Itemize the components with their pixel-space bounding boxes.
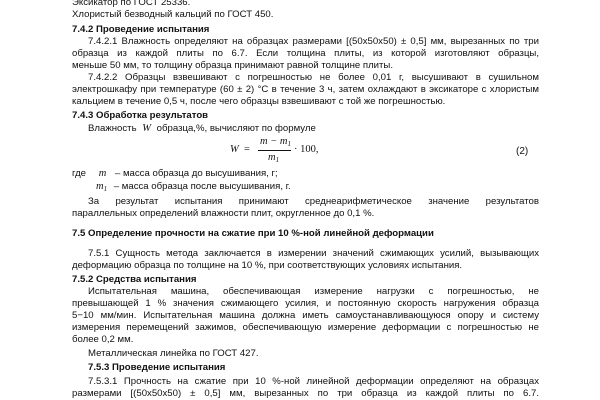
equation-number: (2) (516, 146, 529, 157)
where-symbol-m1-sub: 1 (103, 185, 108, 193)
text-line-moisture-formula-intro (88, 123, 316, 135)
text-line-calcium-chloride: Хлористый безводный кальций по ГОСТ 450. (72, 9, 274, 20)
text-line-7-5-2-d: измерения перемещений зажимов, обеспечивающую измерение деформации с погрешностью не (72, 322, 539, 333)
text-line-result-b: параллельных определений влажности плит, округленное до 0,1 %. (72, 208, 375, 219)
text-line-7-4-2-1-a: 7.4.2.1 Влажность определяют на образцах размерами [(50x50x50) ± 0,5] мм, вырезанных по три (88, 36, 539, 47)
text-line-7-4-2-2-b: электрошкафу при температуре (60 ± 2) °С в течение 3 ч, затем охлаждают в эксикаторе с хлористым (72, 84, 539, 95)
formula-denominator (268, 152, 279, 164)
where-line-m1 (96, 181, 291, 195)
formula-equals: = (244, 144, 250, 155)
moisture-formula-text: образца,%, вычисляют по формуле (156, 123, 316, 134)
where-m1-description: – масса образца после высушивания, г. (113, 181, 291, 192)
text-line-ruler: Металлическая линейка по ГОСТ 427. (88, 348, 259, 359)
moisture-label: Влажность (88, 123, 137, 134)
where-line-m (72, 168, 278, 180)
where-symbol-m: m (98, 168, 107, 179)
heading-7-5-2: 7.5.2 Средства испытания (72, 274, 197, 285)
where-symbol-m1 (96, 181, 107, 192)
text-line-desiccator: Эксикатор по ГОСТ 25336. (72, 0, 191, 8)
text-line-7-5-3-1-b: размерами [(50x50x50) ± 0,5] мм, вырезанных по три образца из каждой плиты по 6.7. (72, 388, 539, 399)
formula-denominator-text: m (268, 152, 276, 163)
text-line-7-5-2-a: Испытательная машина, обеспечивающая измерение нагрузки с погрешностью, не (88, 286, 539, 297)
formula-numerator-text: m − m (260, 136, 288, 147)
text-line-7-4-2-1-c: меньше 50 мм, то толщину образца принимают равной толщине плиты. (72, 60, 393, 71)
formula-denominator-sub: 1 (275, 156, 280, 164)
formula-numerator (260, 136, 291, 148)
where-word: где (72, 168, 87, 179)
formula-fraction-bar (258, 150, 291, 151)
text-line-7-5-1-b: деформацию образца по толщине на 10 %, при соответствующих условиях испытания. (72, 260, 463, 271)
where-symbol-m1-text: m (96, 181, 104, 192)
text-line-7-4-2-2-a: 7.4.2.2 Образцы взвешивают с погрешностью не более 0,01 г, высушивают в сушильном (88, 72, 539, 83)
where-m-description: – масса образца до высушивания, г; (114, 168, 278, 179)
heading-7-4-2: 7.4.2 Проведение испытания (72, 24, 210, 35)
heading-7-4-3: 7.4.3 Обработка результатов (72, 110, 209, 121)
text-line-7-4-2-1-b: образца из каждой плиты по 6.7. Если толщина плиты, из которой изготовляют образцы, (72, 48, 539, 59)
text-line-7-5-2-c: 5−10 мм/мин. Испытательная машина должна иметь самоустанавливающуюся опору и систему (72, 310, 539, 321)
formula-numerator-sub: 1 (287, 140, 292, 148)
moisture-symbol: W (142, 123, 151, 134)
text-line-7-4-2-2-c: кальцием в течение 0,5 ч, после чего образцы взвешивают с той же погрешностью. (72, 96, 446, 107)
text-line-7-5-3-1-a: 7.5.3.1 Прочность на сжатие при 10 %-ной линейной деформации определяют на образцах (88, 376, 539, 387)
heading-7-5-3: 7.5.3 Проведение испытания (88, 362, 226, 373)
heading-7-5: 7.5 Определение прочности на сжатие при 10 %-ной линейной деформации (72, 228, 434, 239)
text-line-7-5-2-b: превышающей 1 % значения сжимающего усилия, и постоянную скорость нагружения образца (72, 298, 539, 309)
text-line-result-a: За результат испытания принимают среднеарифметическое значение результатов (88, 196, 539, 207)
formula-lhs: W (230, 144, 239, 155)
text-line-7-5-2-e: более 0,2 мм. (72, 334, 134, 345)
moisture-formula (230, 136, 350, 170)
text-line-7-5-1-a: 7.5.1 Сущность метода заключается в измерении значений сжимающих усилий, вызывающих (88, 248, 539, 259)
formula-multiplier: · 100, (294, 144, 319, 155)
